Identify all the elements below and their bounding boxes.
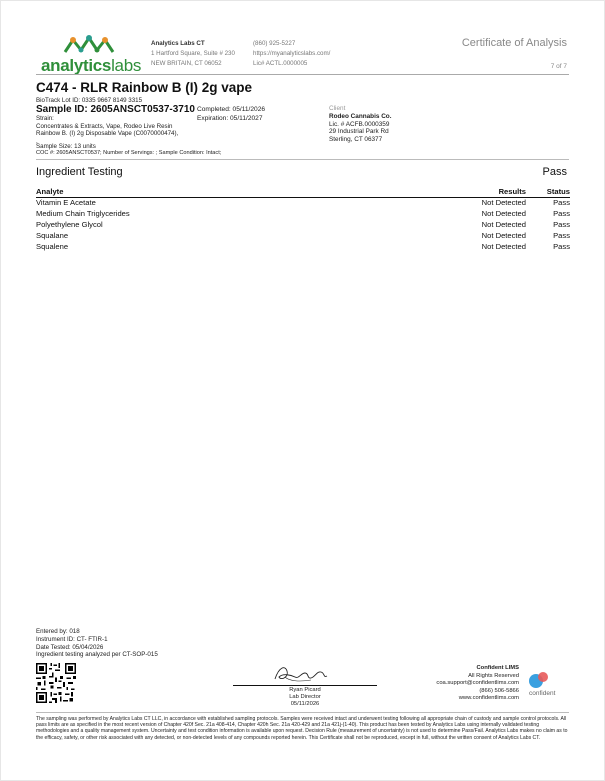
lims-phone: (866) 506-5866 <box>479 687 519 694</box>
column-header-results: Results <box>336 186 526 198</box>
column-header-status: Status <box>526 186 570 198</box>
lims-info-block <box>396 665 519 703</box>
client-address-line: 29 Industrial Park Rd <box>329 128 389 136</box>
instrument-id: Instrument ID: CT- FTIR-1 <box>36 635 108 643</box>
section-title: Ingredient Testing <box>36 166 123 178</box>
result-cell: Not Detected <box>481 198 526 208</box>
signature-image <box>271 663 331 685</box>
document-title: Certificate of Analysis <box>461 37 567 49</box>
table-row <box>36 209 570 220</box>
table-header-row <box>36 186 570 198</box>
coc-line: COC #: 2605ANSCT0537; Number of Servings: ; Sample Condition: Intact; <box>36 150 222 156</box>
page-number: 7 of 7 <box>550 63 567 70</box>
section-status: Pass <box>542 166 567 178</box>
lab-phone: (860) 925-5227 <box>253 40 296 47</box>
lab-address-line: NEW BRITAIN, CT 06052 <box>151 59 222 67</box>
signatory-name: Ryan Picard <box>289 687 321 693</box>
product-divider <box>36 159 569 160</box>
dates-block <box>197 105 265 123</box>
expiration-date: Expiration: 05/11/2027 <box>197 115 263 122</box>
lab-website-link[interactable]: https://myanalyticslabs.com/ <box>253 49 331 57</box>
result-cell: Not Detected <box>481 209 526 219</box>
signatory-block <box>233 687 377 707</box>
lims-title: Confident LIMS <box>476 665 519 671</box>
lab-contact-block <box>253 39 330 68</box>
date-tested: Date Tested: 05/04/2026 <box>36 643 104 651</box>
strain-label: Strain: <box>36 115 54 122</box>
analytics-labs-logo: analyticslabs <box>41 56 142 75</box>
sample-id: Sample ID: 2605ANSCT0537-3710 <box>36 104 195 115</box>
lims-rights: All Rights Reserved <box>468 672 519 679</box>
test-info-block <box>36 628 158 659</box>
client-address-line: Sterling, CT 06377 <box>329 136 383 144</box>
analyte-cell: Squalene <box>36 242 69 252</box>
table-row <box>36 231 570 242</box>
strain-line: Concentrates & Extracts, Vape, Rodeo Live Resin <box>36 122 173 130</box>
test-method: Ingredient testing analyzed per CT-SOP-015 <box>36 651 158 659</box>
client-name: Rodeo Cannabis Co. <box>329 112 392 120</box>
status-cell: Pass <box>553 209 570 219</box>
status-cell: Pass <box>553 242 570 252</box>
lab-address-block <box>151 39 235 68</box>
table-row <box>36 198 570 209</box>
confident-logo-icon <box>527 671 551 689</box>
strain-line: Rainbow B. (I) 2g Disposable Vape (C0070000474), <box>36 130 179 138</box>
product-name: C474 - RLR Rainbow B (I) 2g vape <box>36 80 253 95</box>
analyte-cell: Squalane <box>36 231 69 241</box>
ingredient-results-table <box>36 186 570 253</box>
result-cell: Not Detected <box>481 242 526 252</box>
qr-code-icon[interactable] <box>36 663 76 703</box>
signatory-date: 05/11/2026 <box>290 700 320 707</box>
table-row <box>36 242 570 253</box>
lab-name: Analytics Labs CT <box>151 40 205 47</box>
biotrack-lot-id: BioTrack Lot ID: 0335 9667 8149 3315 <box>36 97 143 104</box>
lab-license: Lic# ACTL.0000005 <box>253 59 308 67</box>
table-row <box>36 220 570 231</box>
confident-logo-text: confident <box>529 690 556 697</box>
column-header-analyte: Analyte <box>36 186 336 198</box>
analytics-labs-logo-icon <box>63 34 115 56</box>
status-cell: Pass <box>553 231 570 241</box>
disclaimer-divider <box>36 712 569 713</box>
signature-line <box>233 685 377 686</box>
result-cell: Not Detected <box>481 231 526 241</box>
analyte-cell: Polyethylene Glycol <box>36 220 103 230</box>
disclaimer-text: The sampling was performed by Analytics Labs CT LLC, in accordance with established sampling protocols. Samples were received intact and underwent testing following all appropriate chain of custody and sample control protocols. All pass limits are as specified in the most recent version of Chapter 420f Sec. 21a 408-414, Chapter 420h Sec. 21a 420-429 and 21a 421j-(1-40). This product has been tested by Analytics Labs using internally validated testing methodologies and a quality management system. Uncertainty and test condition information is available upon request. Decision Rule (measurement of uncertainty) is not used to determine Pass/Fail. Analytics Labs makes no claim as to the efficacy, safety, or other risk associated with any detected, or non-detected levels of any compounds reported herein. This Certificate shall not be reproduced, except in full, without the written consent of Analytics Labs CT. <box>36 716 568 741</box>
lims-website-link[interactable]: www.confidentlims.com <box>458 695 519 702</box>
entered-by: Entered by: 018 <box>36 628 80 635</box>
header-divider <box>36 74 569 75</box>
lims-email-link[interactable]: coa.support@confidentlims.com <box>436 680 519 687</box>
client-block <box>329 105 392 144</box>
strain-block <box>36 115 201 145</box>
strain-line: , <box>36 137 38 145</box>
status-cell: Pass <box>553 198 570 208</box>
sample-size: Sample Size: 13 units <box>36 143 96 150</box>
signatory-title: Lab Director <box>289 693 321 700</box>
client-label: Client <box>329 105 346 112</box>
completed-date: Completed: 05/11/2026 <box>197 106 266 113</box>
status-cell: Pass <box>553 220 570 230</box>
client-license: Lic. # ACFB.0000359 <box>329 120 390 128</box>
analyte-cell: Vitamin E Acetate <box>36 198 96 208</box>
result-cell: Not Detected <box>481 220 526 230</box>
lab-address-line: 1 Hartford Square, Suite # 230 <box>151 49 235 57</box>
analyte-cell: Medium Chain Triglycerides <box>36 209 130 219</box>
